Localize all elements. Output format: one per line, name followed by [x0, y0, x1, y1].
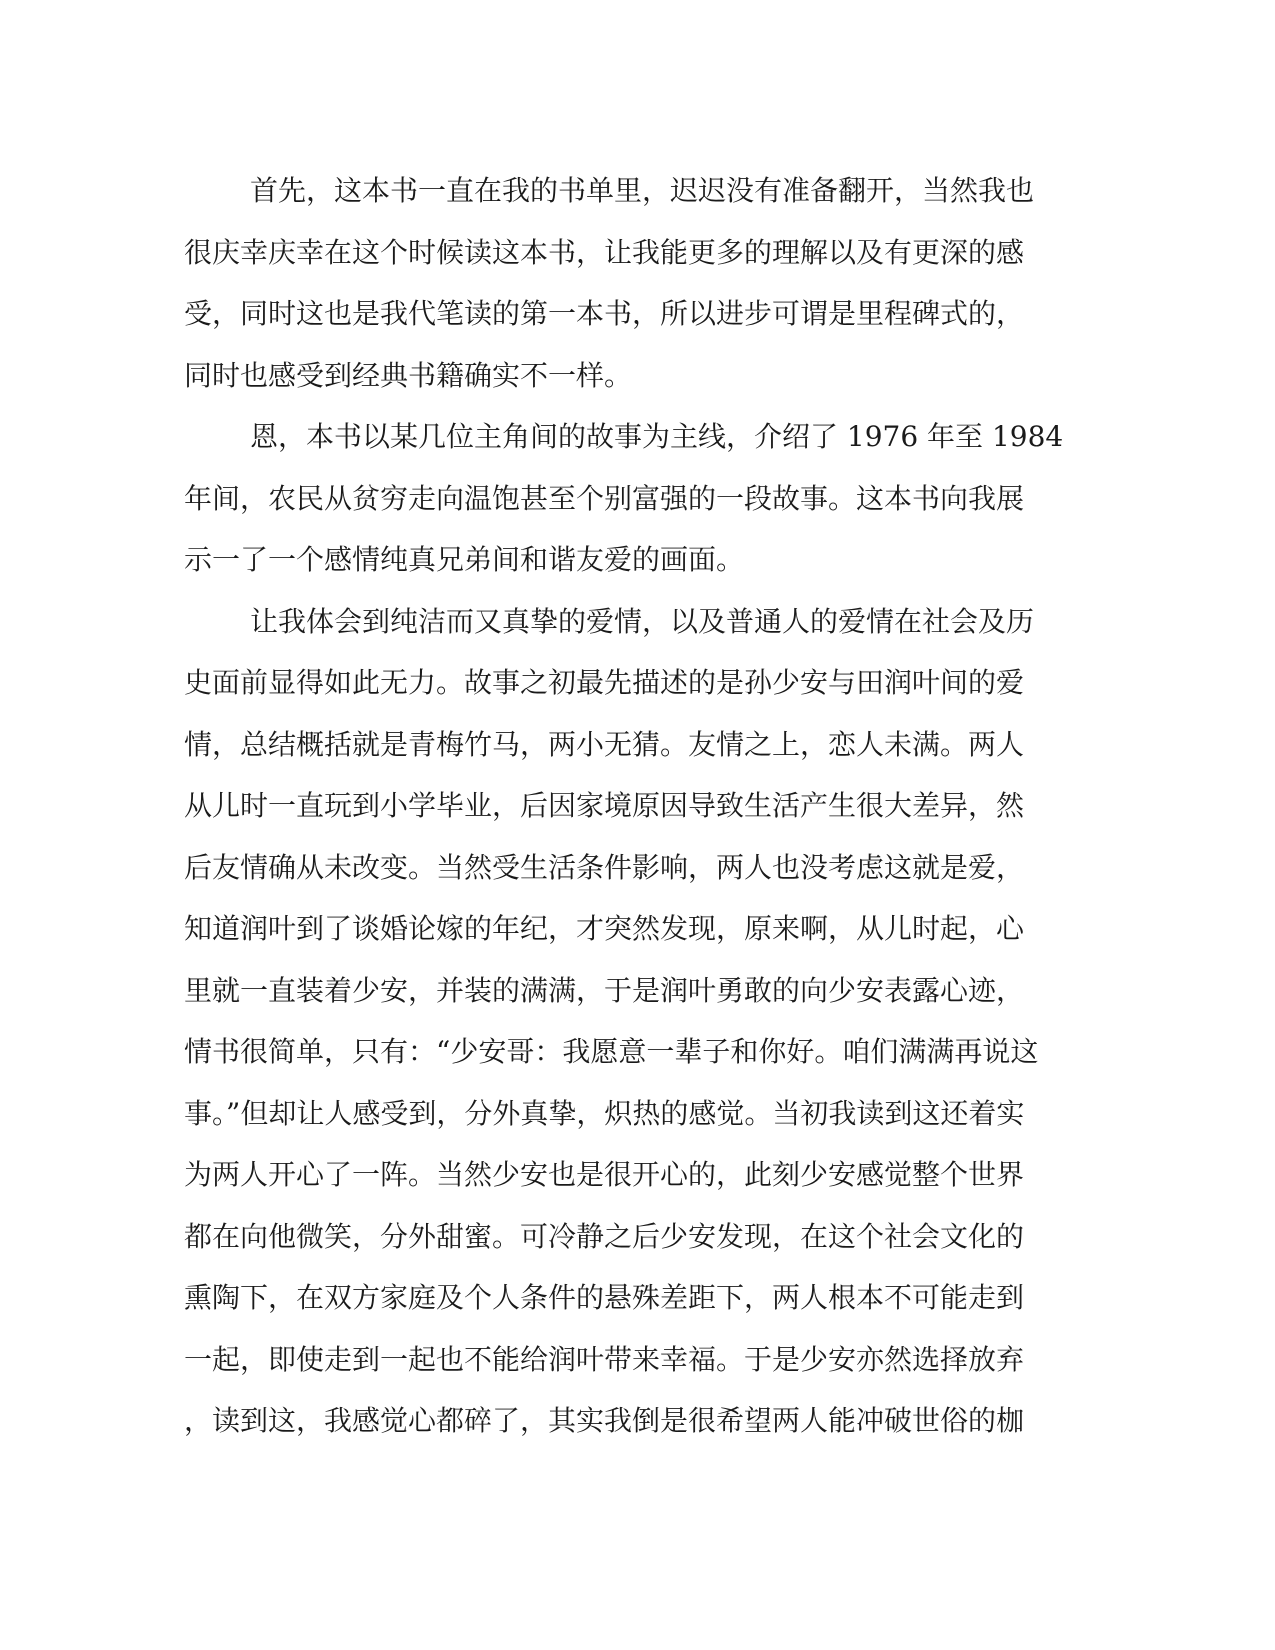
text-line: 从儿时一直玩到小学毕业，后因家境原因导致生活产生很大差异，然 [184, 789, 1025, 822]
text-line: 都在向他微笑，分外甜蜜。可冷静之后少安发现，在这个社会文化的 [184, 1219, 1025, 1253]
text-line: 让我体会到纯洁而又真挚的爱情，以及普通人的爱情在社会及历 [250, 604, 1035, 638]
document-body [184, 160, 1064, 1452]
text-line: 史面前显得如此无力。故事之初最先描述的是孙少安与田润叶间的爱 [184, 666, 1025, 699]
text-line: 同时也感受到经典书籍确实不一样。 [184, 358, 633, 392]
text-line: ，读到这，我感觉心都碎了，其实我倒是很希望两人能冲破世俗的枷 [184, 1404, 1025, 1437]
text-line: 很庆幸庆幸在这个时候读这本书，让我能更多的理解以及有更深的感 [184, 235, 1025, 269]
text-line: 情，总结概括就是青梅竹马，两小无猜。友情之上，恋人未满。两人 [184, 727, 1025, 761]
text-line: 事。”但却让人感受到，分外真挚，炽热的感觉。当初我读到这还着实 [184, 1096, 1025, 1130]
text-line: 知道润叶到了谈婚论嫁的年纪，才突然发现，原来啊，从儿时起，心 [184, 912, 1025, 945]
text-line: 受，同时这也是我代笔读的第一本书，所以进步可谓是里程碑式的， [184, 297, 1025, 330]
text-line: 情书很简单，只有：“少安哥：我愿意一辈子和你好。咱们满满再说这 [184, 1035, 1039, 1068]
text-line: 示一了一个感情纯真兄弟间和谐友爱的画面。 [184, 543, 745, 576]
text-line: 为两人开心了一阵。当然少安也是很开心的，此刻少安感觉整个世界 [184, 1158, 1025, 1191]
text-line: 后友情确从未改变。当然受生活条件影响，两人也没考虑这就是爱， [184, 850, 1025, 884]
text-line: 首先，这本书一直在我的书单里，迟迟没有准备翻开，当然我也 [250, 174, 1035, 207]
text-line: 恩，本书以某几位主角间的故事为主线，介绍了 1976 年至 1984 [250, 420, 1064, 453]
text-line: 里就一直装着少安，并装的满满，于是润叶勇敢的向少安表露心迹， [184, 973, 1025, 1007]
text-line: 熏陶下，在双方家庭及个人条件的悬殊差距下，两人根本不可能走到 [184, 1281, 1025, 1314]
text-line: 一起，即使走到一起也不能给润叶带来幸福。于是少安亦然选择放弃 [184, 1342, 1025, 1376]
text-line: 年间，农民从贫穷走向温饱甚至个别富强的一段故事。这本书向我展 [184, 481, 1025, 515]
